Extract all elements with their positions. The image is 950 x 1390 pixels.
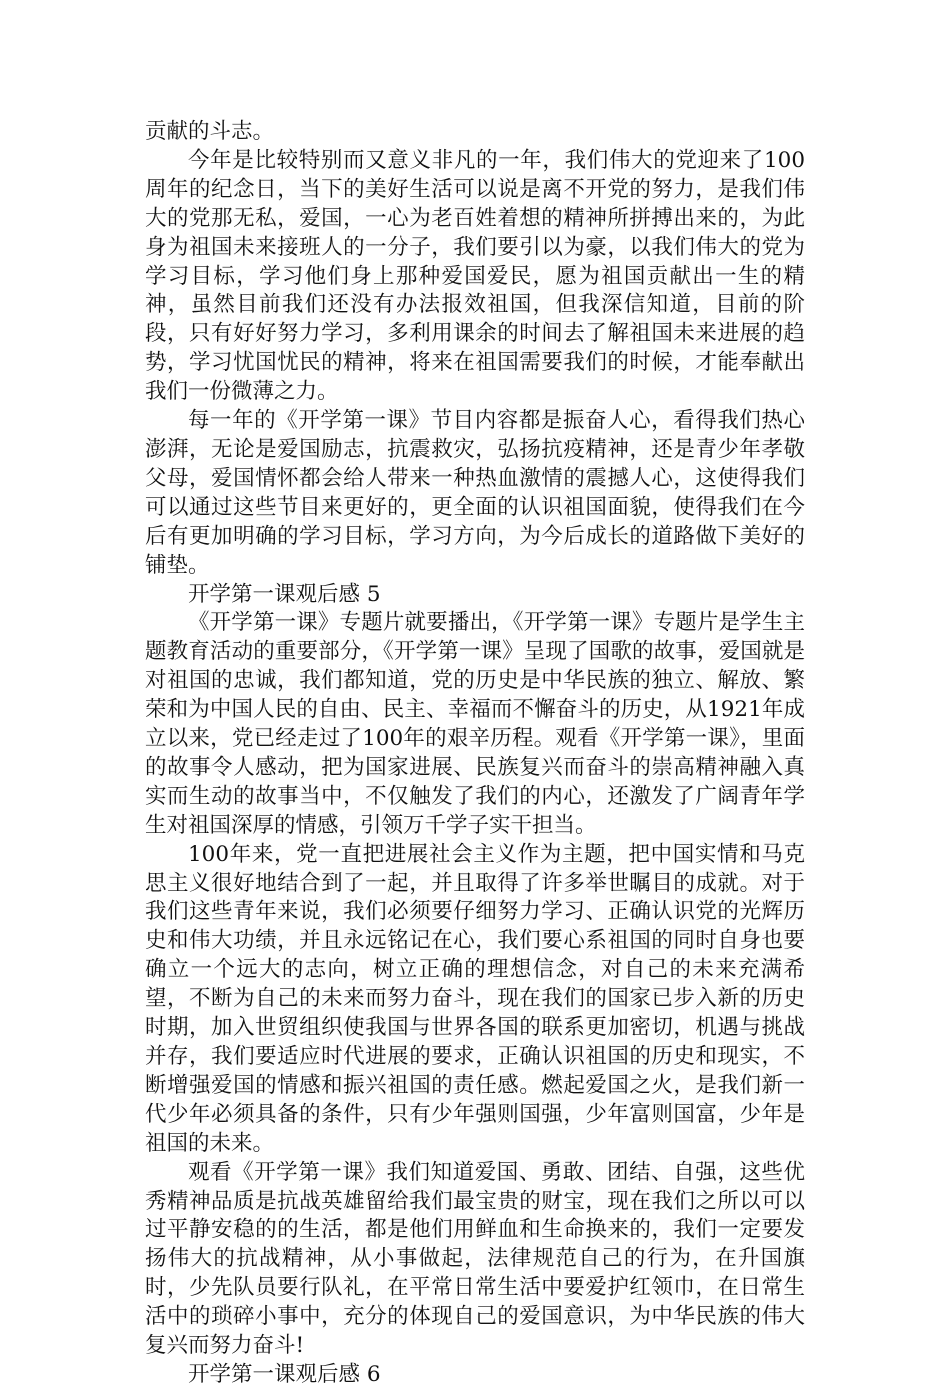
paragraph: 观看《开学第一课》我们知道爱国、勇敢、团结、自强，这些优秀精神品质是抗战英雄留给我们最宝贵的财宝，现在我们之所以可以过平静安稳的的生活，都是他们用鲜血和生命换来的，我们一定要发扬伟大的抗战精神，从小事做起，法律规范自己的行为，在升国旗时，少先队员要行队礼，在平常日常生活中要爱护红领巾，在日常生活中的琐碎小事中，充分的体现自己的爱国意识，为中华民族的伟大复兴而努力奋斗!	[145, 1159, 805, 1359]
paragraph: 100年来，党一直把进展社会主义作为主题，把中国实情和马克思主义很好地结合到了一起，并且取得了许多举世瞩目的成就。对于我们这些青年来说，我们必须要仔细努力学习、正确认识党的光辉历史和伟大功绩，并且永远铭记在心，我们要心系祖国的同时自身也要确立一个远大的志向，树立正确的理想信念，对自己的未来充满希望，不断为自己的未来而努力奋斗，现在我们的国家已步入新的历史时期，加入世贸组织使我国与世界各国的联系更加密切，机遇与挑战并存，我们要适应时代进展的要求，正确认识祖国的历史和现实，不断增强爱国的情感和振兴祖国的责任感。燃起爱国之火，是我们新一代少年必须具备的条件，只有少年强则国强，少年富则国富，少年是祖国的未来。	[145, 841, 805, 1156]
paragraph-continuation: 贡献的斗志。	[145, 119, 275, 144]
section-heading: 开学第一课观后感 6	[188, 1361, 381, 1387]
paragraph: 每一年的《开学第一课》节目内容都是振奋人心，看得我们热心澎湃，无论是爱国励志，抗震救灾，弘扬抗疫精神，还是青少年孝敬父母，爱国情怀都会给人带来一种热血激情的震撼人心，这使得我们可以通过这些节目来更好的，更全面的认识祖国面貌，使得我们在今后有更加明确的学习目标，学习方向，为今后成长的道路做下美好的铺垫。	[145, 408, 805, 578]
document-body	[145, 118, 805, 1390]
section-heading: 开学第一课观后感 5	[188, 581, 381, 607]
paragraph: 《开学第一课》专题片就要播出，《开学第一课》专题片是学生主题教育活动的重要部分，《开学第一课》呈现了国歌的故事，爱国就是对祖国的忠诚，我们都知道，党的历史是中华民族的独立、解放、繁荣和为中国人民的自由、民主、幸福而不懈奋斗的历史，从1921年成立以来，党已经走过了100年的艰辛历程。观看《开学第一课》，里面的故事令人感动，把为国家进展、民族复兴而奋斗的崇高精神融入真实而生动的故事当中，不仅触发了我们的内心，还激发了广阔青年学生对祖国深厚的情感，引领万千学子实干担当。	[145, 610, 805, 838]
paragraph: 今年是比较特别而又意义非凡的一年，我们伟大的党迎来了100周年的纪念日，当下的美好生活可以说是离不开党的努力，是我们伟大的党那无私，爱国，一心为老百姓着想的精神所拼搏出来的，为此身为祖国未来接班人的一分子，我们要引以为豪，以我们伟大的党为学习目标，学习他们身上那种爱国爱民，愿为祖国贡献出一生的精神，虽然目前我们还没有办法报效祖国，但我深信知道，目前的阶段，只有好好努力学习，多利用课余的时间去了解祖国未来进展的趋势，学习忧国忧民的精神，将来在祖国需要我们的时候，才能奉献出我们一份微薄之力。	[145, 147, 805, 405]
